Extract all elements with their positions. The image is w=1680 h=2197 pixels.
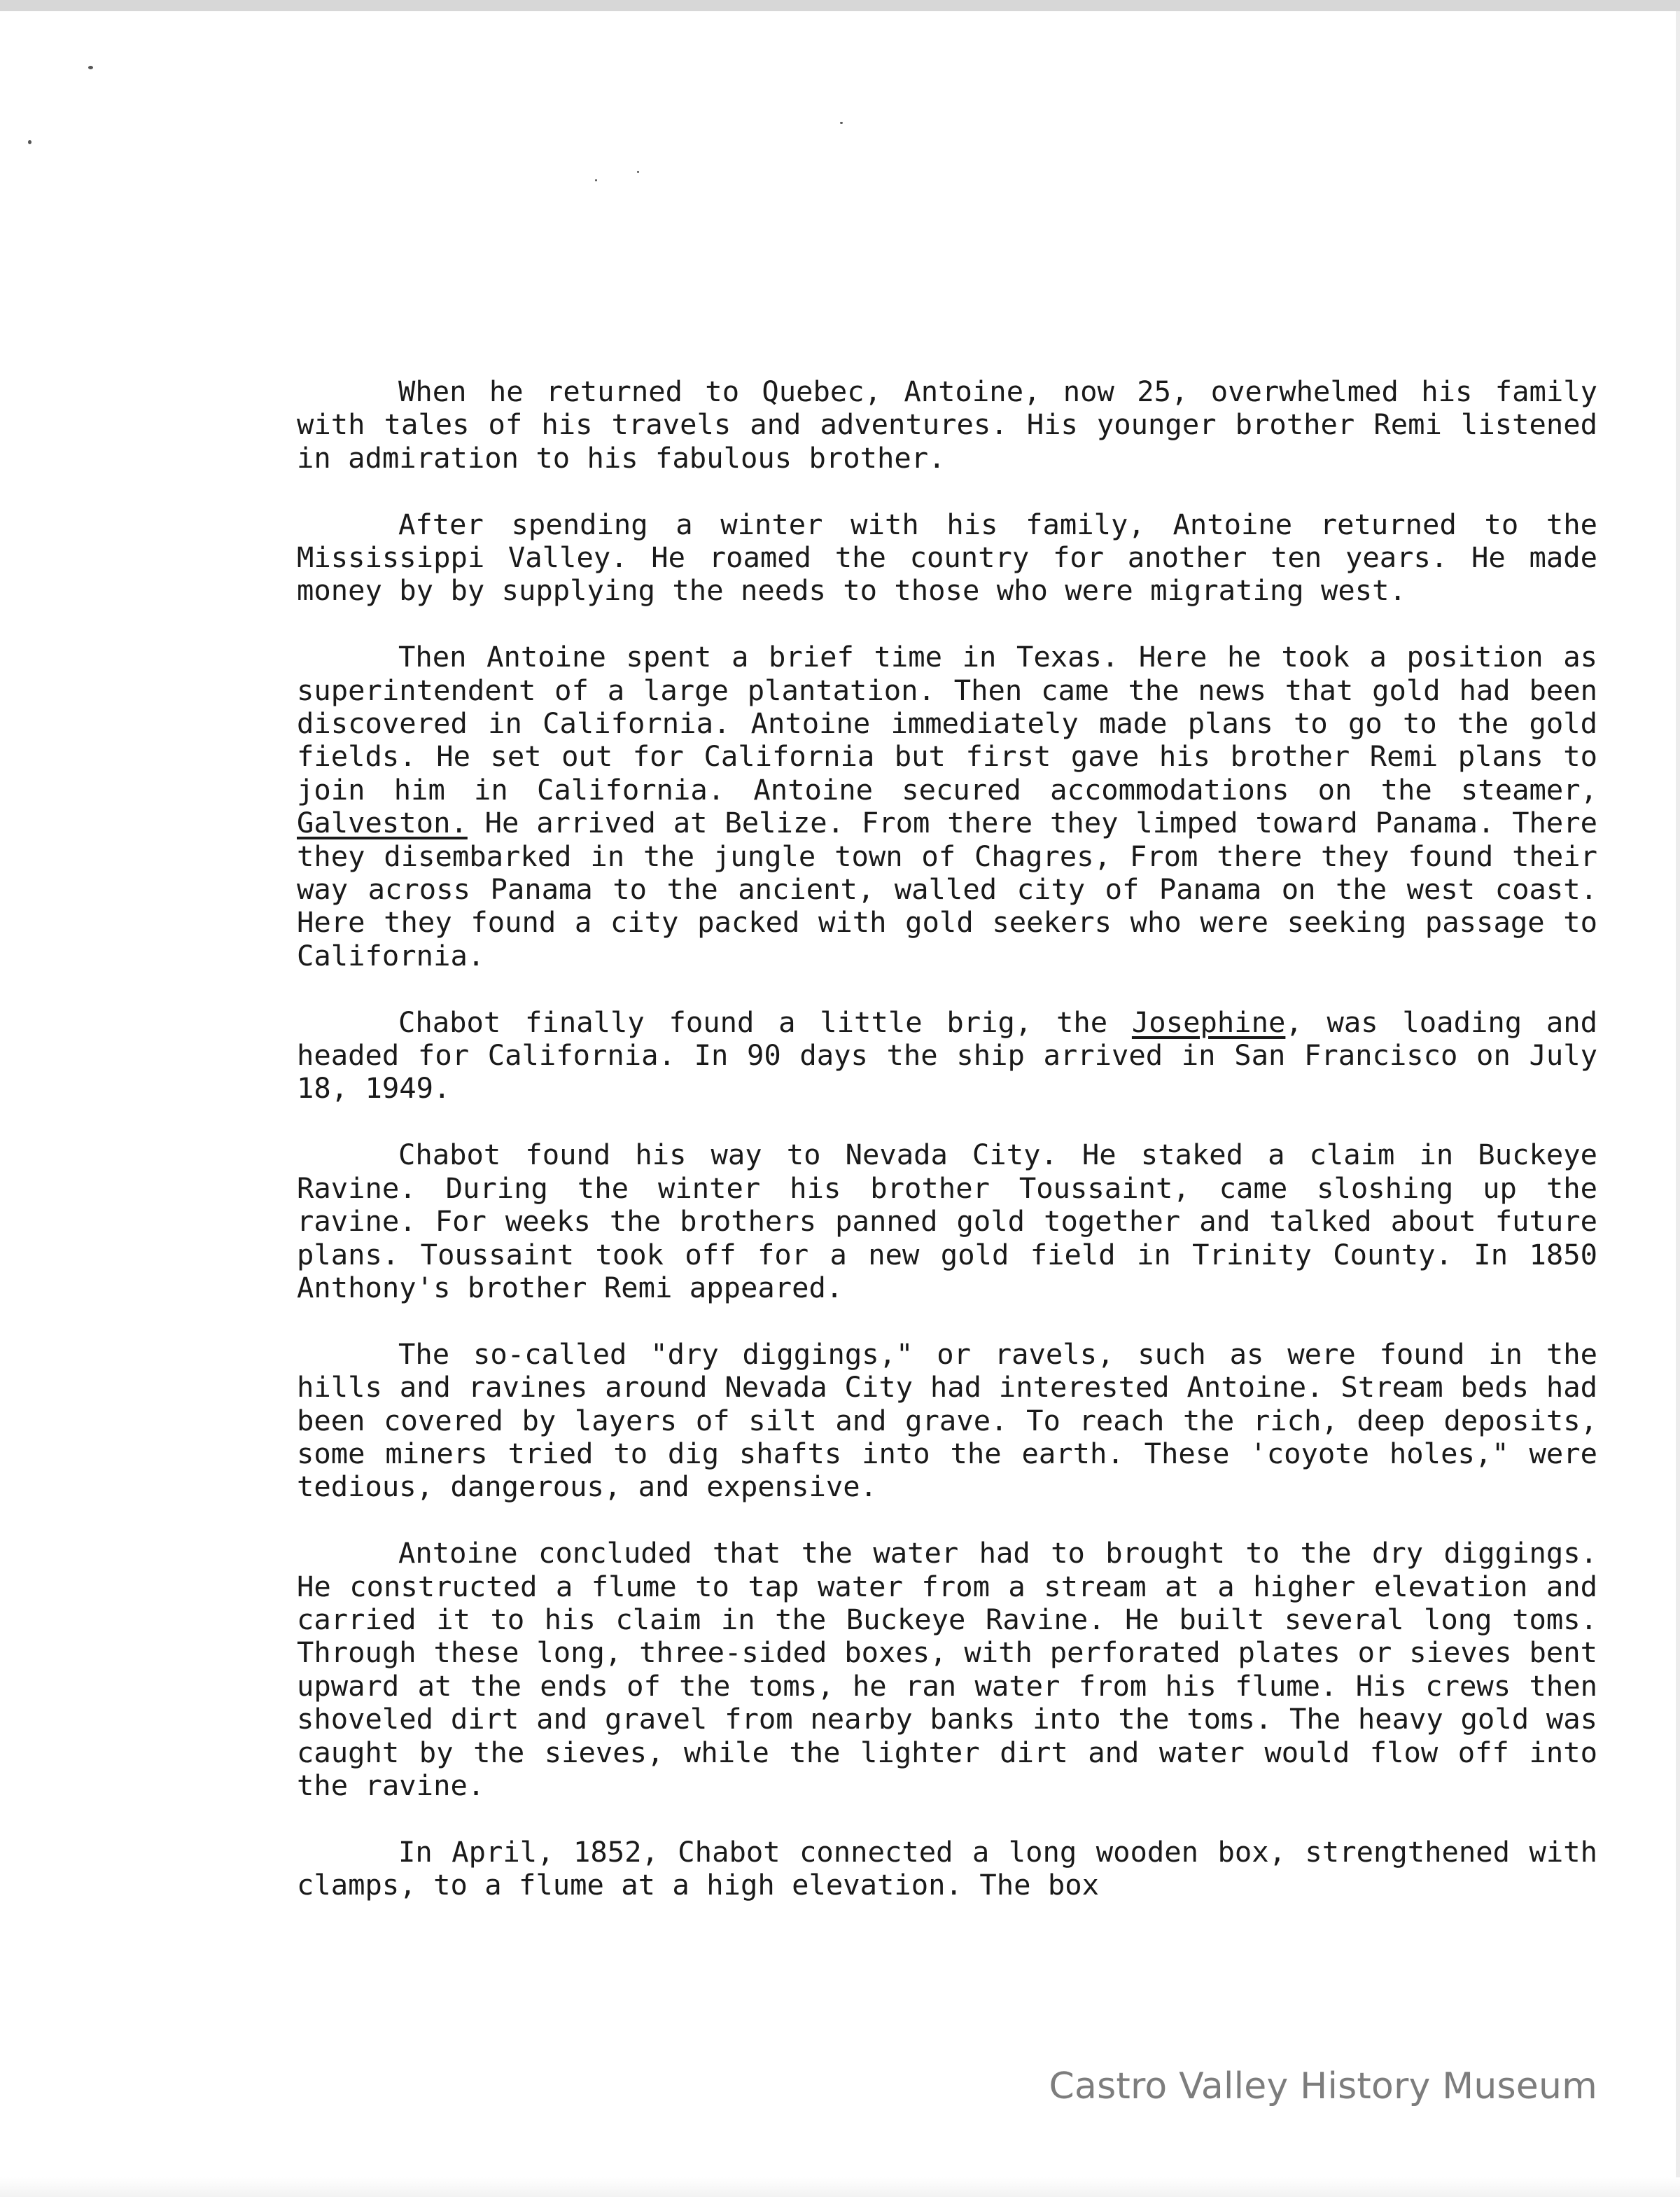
ship-name-galveston: Galveston.	[297, 806, 468, 840]
paragraph-3-text-after: He arrived at Belize. From there they limped toward Panama. There they disembarked in the jungle town of Chagres, From there they found their way across Panama to the ancient, walled city of Panama on the west coast. Here they found a city packed with gold seekers who were seeking passage to California.	[297, 806, 1597, 972]
scan-speck	[88, 66, 93, 69]
scan-speck	[28, 140, 31, 144]
museum-watermark: Castro Valley History Museum	[1049, 2065, 1597, 2107]
paragraph-4-text-after: , was loading and headed for California. In 90 days the ship arrived in San Francisco on July 18, 1949.	[297, 1005, 1597, 1106]
paragraph-2: After spending a winter with his family, Antoine returned to the Mississippi Valley. He roamed the country for another ten years. He made money by by supplying the needs to those who were migrating west.	[297, 507, 1597, 608]
scan-speck	[840, 122, 843, 124]
paragraph-5: Chabot found his way to Nevada City. He staked a claim in Buckeye Ravine. During the winter his brother Toussaint, came sloshing up the ravine. For weeks the brothers panned gold together and talked about future plans. Toussaint took off for a new gold field in Trinity County. In 1850 Anthony's brother Remi appeared.	[297, 1138, 1597, 1304]
paragraph-1: When he returned to Quebec, Antoine, now 25, overwhelmed his family with tales of his travels and adventures. His younger brother Remi listened in admiration to his fabulous brother.	[297, 375, 1597, 475]
paragraph-6: The so-called "dry diggings," or ravels, such as were found in the hills and ravines around Nevada City had interested Antoine. Stream beds had been covered by layers of silt and grave. To reach the rich, deep deposits, some miners tried to dig shafts into the earth. These 'coyote holes," were tedious, dangerous, and expensive.	[297, 1337, 1597, 1504]
paragraph-7: Antoine concluded that the water had to brought to the dry diggings. He constructed a flume to tap water from a stream at a higher elevation and carried it to his claim in the Buckeye Ravine. He built several long toms. Through these long, three-sided boxes, with perforated plates or sieves bent upward at the ends of the toms, he ran water from his flume. His crews then shoveled dirt and gravel from nearby banks into the toms. The heavy gold was caught by the sieves, while the lighter dirt and water would flow off into the ravine.	[297, 1536, 1597, 1802]
scan-bottom-edge	[0, 2177, 1680, 2197]
scan-speck	[637, 171, 639, 173]
scan-top-border	[0, 0, 1680, 11]
paragraph-8: In April, 1852, Chabot connected a long wooden box, strengthened with clamps, to a flume at a high elevation. The box	[297, 1834, 1597, 1902]
paragraph-4	[297, 1006, 1597, 1106]
paragraph-3-text-before: Then Antoine spent a brief time in Texas. Here he took a position as superintendent of a large plantation. Then came the news that gold had been discovered in California. Antoine immediately made plans to go to the gold fields. He set out for California but first gave his brother Remi plans to join him in California. Antoine secured accommodations on the steamer,	[297, 640, 1597, 807]
paragraph-4-text-before: Chabot finally found a little brig, the	[398, 1005, 1132, 1039]
scan-speck	[595, 179, 597, 181]
document-body	[297, 375, 1597, 1902]
scan-right-edge	[1676, 11, 1680, 2197]
ship-name-josephine: Josephine	[1131, 1005, 1286, 1039]
paragraph-3	[297, 641, 1597, 972]
